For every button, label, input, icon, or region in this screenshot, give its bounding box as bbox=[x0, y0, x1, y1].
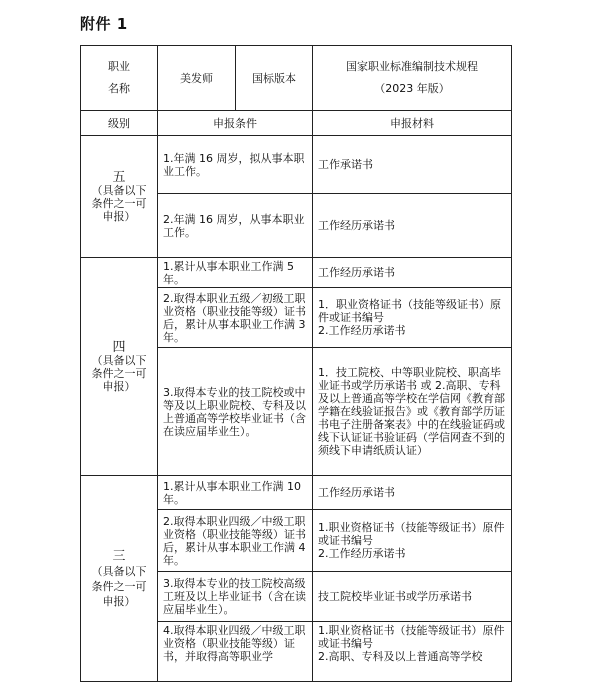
material-cell bbox=[313, 288, 512, 348]
column-header-row bbox=[81, 111, 512, 136]
material-cell: 工作经历承诺书 bbox=[313, 194, 512, 258]
table-row bbox=[81, 136, 512, 194]
level-cell-5 bbox=[81, 136, 158, 258]
condition-cell: 3.取得本专业的技工院校高级工班及以上毕业证书（含在读应届毕业生）。 bbox=[158, 572, 313, 622]
standard-year: （2023 年版） bbox=[374, 82, 450, 95]
occupation-label-cell bbox=[81, 46, 158, 111]
level-note: （具备以下 bbox=[91, 353, 147, 367]
level-note: （具备以下 bbox=[91, 183, 147, 197]
col-header-conditions: 申报条件 bbox=[158, 111, 313, 136]
material-cell: 1．技工院校、中等职业院校、职高毕业证书或学历承诺书 或 2.高职、专科及以上普通高等学校在学信网《教育部学籍在线验证报告》或《教育部学历证书电子注册备案表》中的在线验证码或线下认证证书验证码（学信网查不到的须线下申请纸质认证） bbox=[313, 348, 512, 476]
occupation-label-line2: 名称 bbox=[108, 82, 130, 95]
material-line: 2.高职、专科及以上普通高等学校 bbox=[318, 650, 483, 663]
level-note: 申报） bbox=[102, 594, 136, 608]
table-row bbox=[81, 476, 512, 510]
level-note: 申报） bbox=[102, 379, 136, 393]
material-cell: 技工院校毕业证书或学历承诺书 bbox=[313, 572, 512, 622]
condition-cell: 4.取得本职业四级／中级工职业资格（职业技能等级）证书，并取得高等职业学 bbox=[158, 622, 313, 682]
level-note: 申报） bbox=[102, 209, 136, 223]
level-note: 条件之一可 bbox=[91, 196, 147, 210]
material-cell bbox=[313, 622, 512, 682]
material-line: 1.职业资格证书（技能等级证书）原件或证书编号 bbox=[318, 521, 505, 547]
material-cell bbox=[313, 510, 512, 572]
table-row bbox=[81, 258, 512, 288]
level-grade: 三 bbox=[112, 548, 126, 564]
condition-cell: 1.累计从事本职业工作满 10 年。 bbox=[158, 476, 313, 510]
requirements-table bbox=[80, 45, 512, 682]
material-line: 1．职业资格证书（技能等级证书）原件或证书编号 bbox=[318, 298, 501, 324]
material-line: 2.工作经历承诺书 bbox=[318, 324, 406, 337]
standard-version: 国标版本 bbox=[236, 46, 313, 111]
standard-title-cell bbox=[313, 46, 512, 111]
level-grade: 四 bbox=[112, 339, 126, 355]
level-cell-3 bbox=[81, 476, 158, 682]
material-line: 2.工作经历承诺书 bbox=[318, 547, 406, 560]
standard-title: 国家职业标准编制技术规程 bbox=[346, 60, 478, 73]
level-grade: 五 bbox=[112, 169, 126, 185]
material-cell: 工作经历承诺书 bbox=[313, 476, 512, 510]
col-header-materials: 申报材料 bbox=[313, 111, 512, 136]
condition-cell: 2.取得本职业五级／初级工职业资格（职业技能等级）证书后，累计从事本职业工作满 3 年。 bbox=[158, 288, 313, 348]
condition-cell: 1.累计从事本职业工作满 5 年。 bbox=[158, 258, 313, 288]
condition-cell: 1.年满 16 周岁，拟从事本职业工作。 bbox=[158, 136, 313, 194]
material-cell: 工作承诺书 bbox=[313, 136, 512, 194]
attachment-label: 附件 1 bbox=[80, 15, 128, 33]
level-note: 条件之一可 bbox=[91, 366, 147, 380]
level-note: 条件之一可 bbox=[91, 579, 147, 593]
condition-cell: 2.取得本职业四级／中级工职业资格（职业技能等级）证书后，累计从事本职业工作满 4 年。 bbox=[158, 510, 313, 572]
level-note: （具备以下 bbox=[91, 564, 147, 578]
condition-cell: 2.年满 16 周岁，从事本职业工作。 bbox=[158, 194, 313, 258]
occupation-name: 美发师 bbox=[158, 46, 236, 111]
level-cell-4 bbox=[81, 258, 158, 476]
condition-cell: 3.取得本专业的技工院校或中等及以上职业院校、专科及以上普通高等学校毕业证书（含在读应届毕业生）。 bbox=[158, 348, 313, 476]
occupation-label-line1: 职业 bbox=[108, 60, 130, 73]
header-row bbox=[81, 46, 512, 111]
material-cell: 工作经历承诺书 bbox=[313, 258, 512, 288]
material-line: 1.职业资格证书（技能等级证书）原件或证书编号 bbox=[318, 624, 505, 650]
col-header-level: 级别 bbox=[81, 111, 158, 136]
